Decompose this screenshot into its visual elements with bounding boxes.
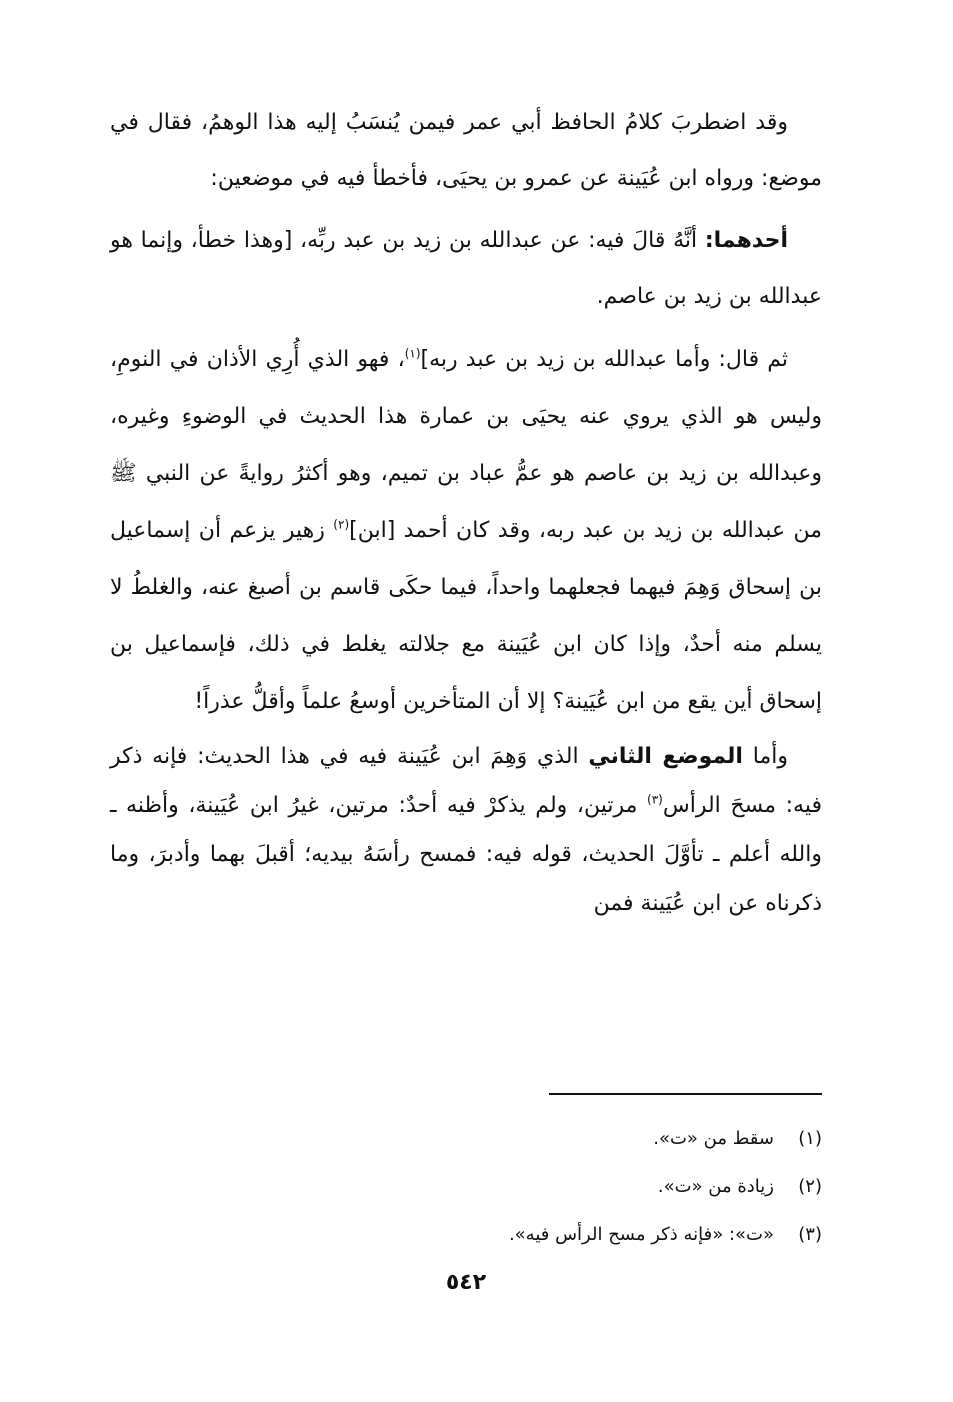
footnote-text: «ت»: «فإنه ذكر مسح الرأس فيه». [508,1224,774,1245]
footnote-item [110,1115,822,1163]
footnote-separator [549,1093,822,1095]
footnote-number: (٢) [798,1176,822,1197]
paragraph-4-text-b: الذي وَهِمَ ابن عُيَينة فيه في هذا الحديث: فإنه ذكر فيه: مسحَ الرأس [110,744,822,818]
footnotes-list [110,1115,822,1259]
paragraph-3-text-a: ثم قال: وأما عبدالله بن زيد بن عبد ربه] [420,347,788,372]
footnote-ref-3[interactable]: (٣) [647,792,663,807]
footnote-ref-2[interactable]: (٢) [333,517,350,532]
footnote-ref-1[interactable]: (١) [404,346,421,361]
paragraph-2-heading: أحدهما: [704,228,788,253]
book-page [110,95,822,1325]
paragraph-3 [110,331,822,730]
paragraph-4 [110,732,822,928]
paragraph-2-text: أنَّهُ قالَ فيه: عن عبدالله بن زيد بن عبد ربِّه، [وهذا خطأ، وإنما هو عبدالله بن زيد بن عاصم. [110,228,822,309]
footnote-text: سقط من «ت». [653,1128,774,1149]
footnote-item [110,1163,822,1211]
footnote-item [110,1211,822,1259]
footnote-text: زيادة من «ت». [657,1176,774,1197]
paragraph-2 [110,213,822,325]
paragraph-4-text-c: مرتين، ولم يذكرْ فيه أحدٌ: مرتين، غيرُ ابن عُيَينة، وأظنه ـ والله أعلم ـ تأوَّلَ الحديث، قوله فيه: فمسح رأسَهُ بيديه؛ أقبلَ بهما وأدبرَ، وما ذكرناه عن ابن عُيَينة فمن [110,793,822,916]
footnote-number: (١) [798,1128,822,1149]
paragraph-1-text: وقد اضطربَ كلامُ الحافظ أبي عمر فيمن يُنسَبُ إليه هذا الوهمُ، فقال في موضع: ورواه ابن عُيَينة عن عمرو بن يحيَى، فأخطأ فيه في موضعين: [110,110,822,191]
paragraph-4-text-a: وأما [742,744,788,769]
paragraph-1 [110,95,822,207]
paragraph-4-heading: الموضع الثاني [588,744,743,769]
paragraph-3-text-c: زهير يزعم أن إسماعيل بن إسحاق وَهِمَ فيهما فجعلهما واحداً، فيما حكَى قاسم بن أصبغ عنه، والغلطُ لا يسلم منه أحدٌ، وإذا كان ابن عُيَينة مع جلالته يغلط في ذلك، فإسماعيل بن إسحاق أين يقع من ابن عُيَينة؟ إلا أن المتأخرين أوسعُ علماً وأقلُّ عذراً! [110,518,822,714]
paragraph-3-text-b: ، فهو الذي أُرِي الأذان في النومِ، وليس هو الذي يروي عنه يحيَى بن عمارة هذا الحديث في الوضوءِ وغيره، وعبدالله بن زيد بن عاصم هو عمُّ عباد بن تميم، وهو أكثرُ روايةً عن النبي ﷺ من عبدالله بن زيد بن عبد ربه، وقد كان أحمد [ابن] [110,347,822,543]
page-number: ٥٤٢ [445,1270,487,1295]
footnote-number: (٣) [798,1224,822,1245]
